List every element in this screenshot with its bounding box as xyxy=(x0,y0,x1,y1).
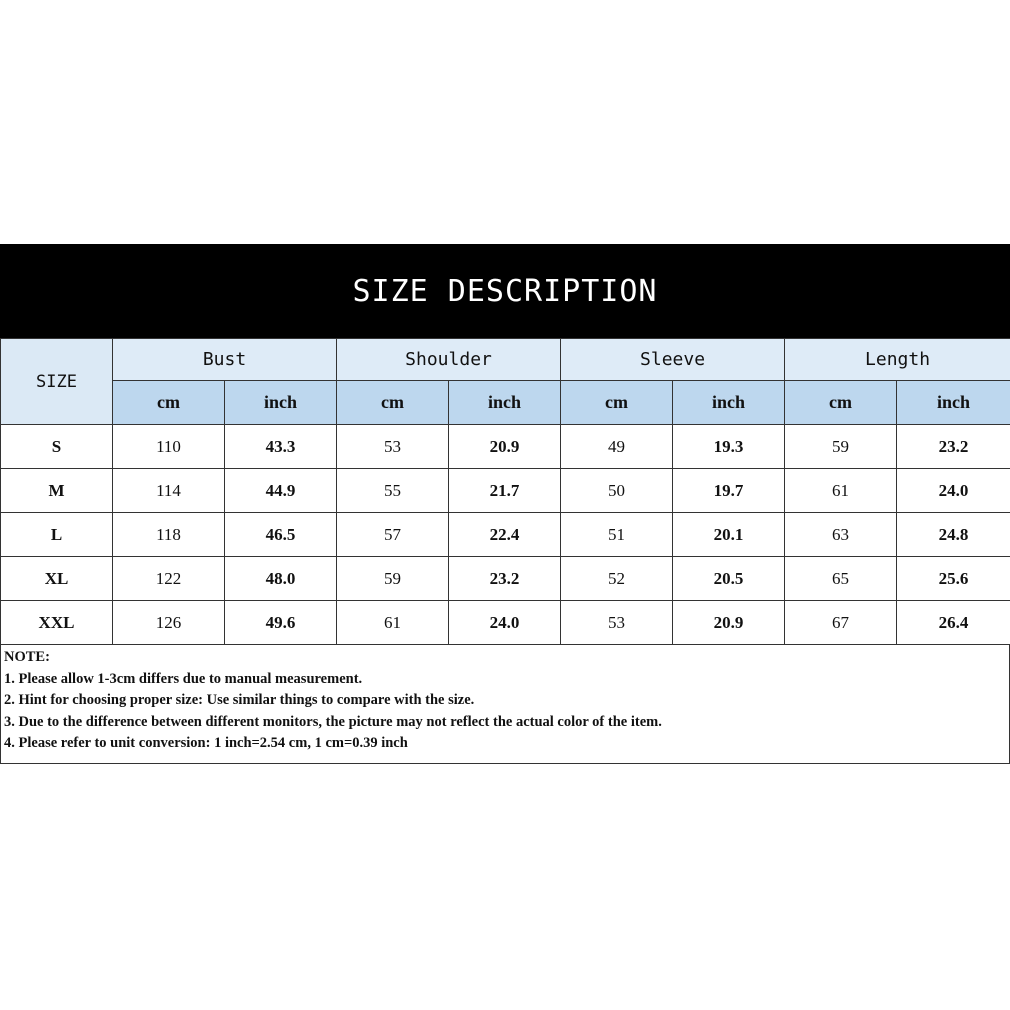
table-row xyxy=(1,557,1010,601)
unit-header-cm: cm xyxy=(337,381,449,425)
sleeve-cm-cell: 52 xyxy=(561,557,673,601)
shoulder-cm-cell: 59 xyxy=(337,557,449,601)
group-header-shoulder: Shoulder xyxy=(337,339,561,381)
bust-inch-cell: 43.3 xyxy=(225,425,337,469)
sleeve-cm-cell: 53 xyxy=(561,601,673,645)
bust-inch-cell: 44.9 xyxy=(225,469,337,513)
unit-header-cm: cm xyxy=(113,381,225,425)
length-cm-cell: 65 xyxy=(785,557,897,601)
shoulder-cm-cell: 55 xyxy=(337,469,449,513)
table-row xyxy=(1,425,1010,469)
unit-header-inch: inch xyxy=(897,381,1010,425)
shoulder-cm-cell: 53 xyxy=(337,425,449,469)
note-item: 2. Hint for choosing proper size: Use similar things to compare with the size. xyxy=(4,692,475,708)
sleeve-inch-cell: 20.5 xyxy=(673,557,785,601)
length-inch-cell: 26.4 xyxy=(897,601,1010,645)
group-header-bust: Bust xyxy=(113,339,337,381)
length-cm-cell: 59 xyxy=(785,425,897,469)
length-inch-cell: 24.0 xyxy=(897,469,1010,513)
bust-cm-cell: 126 xyxy=(113,601,225,645)
group-header-length: Length xyxy=(785,339,1010,381)
length-inch-cell: 23.2 xyxy=(897,425,1010,469)
bust-cm-cell: 110 xyxy=(113,425,225,469)
shoulder-inch-cell: 22.4 xyxy=(449,513,561,557)
unit-header-inch: inch xyxy=(673,381,785,425)
chart-title: SIZE DESCRIPTION xyxy=(0,244,1010,338)
shoulder-cm-cell: 57 xyxy=(337,513,449,557)
sleeve-inch-cell: 19.7 xyxy=(673,469,785,513)
table-row xyxy=(1,601,1010,645)
bust-inch-cell: 46.5 xyxy=(225,513,337,557)
size-table xyxy=(0,338,1010,645)
note-item: 1. Please allow 1-3cm differs due to manual measurement. xyxy=(4,670,363,687)
unit-header-cm: cm xyxy=(561,381,673,425)
size-label: S xyxy=(1,425,113,469)
shoulder-inch-cell: 23.2 xyxy=(449,557,561,601)
length-cm-cell: 61 xyxy=(785,469,897,513)
sleeve-inch-cell: 20.1 xyxy=(673,513,785,557)
notes-section xyxy=(0,645,1010,764)
size-chart xyxy=(0,244,1010,764)
unit-header-row xyxy=(1,381,1010,425)
table-row xyxy=(1,469,1010,513)
notes-heading: NOTE: xyxy=(4,649,50,665)
length-inch-cell: 24.8 xyxy=(897,513,1010,557)
sleeve-inch-cell: 20.9 xyxy=(673,601,785,645)
note-item: 4. Please refer to unit conversion: 1 inch=2.54 cm, 1 cm=0.39 inch xyxy=(4,735,408,751)
size-label: M xyxy=(1,469,113,513)
length-cm-cell: 67 xyxy=(785,601,897,645)
bust-cm-cell: 122 xyxy=(113,557,225,601)
unit-header-cm: cm xyxy=(785,381,897,425)
size-column-header: SIZE xyxy=(1,339,113,425)
length-inch-cell: 25.6 xyxy=(897,557,1010,601)
group-header-sleeve: Sleeve xyxy=(561,339,785,381)
table-row xyxy=(1,513,1010,557)
bust-cm-cell: 118 xyxy=(113,513,225,557)
group-header-row xyxy=(1,339,1010,381)
unit-header-inch: inch xyxy=(449,381,561,425)
sleeve-cm-cell: 51 xyxy=(561,513,673,557)
shoulder-cm-cell: 61 xyxy=(337,601,449,645)
shoulder-inch-cell: 24.0 xyxy=(449,601,561,645)
unit-header-inch: inch xyxy=(225,381,337,425)
bust-inch-cell: 49.6 xyxy=(225,601,337,645)
length-cm-cell: 63 xyxy=(785,513,897,557)
size-label: XXL xyxy=(1,601,113,645)
size-label: L xyxy=(1,513,113,557)
shoulder-inch-cell: 20.9 xyxy=(449,425,561,469)
shoulder-inch-cell: 21.7 xyxy=(449,469,561,513)
note-item: 3. Due to the difference between different monitors, the picture may not reflect the actual color of the item. xyxy=(4,713,662,730)
bust-inch-cell: 48.0 xyxy=(225,557,337,601)
sleeve-cm-cell: 50 xyxy=(561,469,673,513)
sleeve-inch-cell: 19.3 xyxy=(673,425,785,469)
bust-cm-cell: 114 xyxy=(113,469,225,513)
sleeve-cm-cell: 49 xyxy=(561,425,673,469)
size-label: XL xyxy=(1,557,113,601)
